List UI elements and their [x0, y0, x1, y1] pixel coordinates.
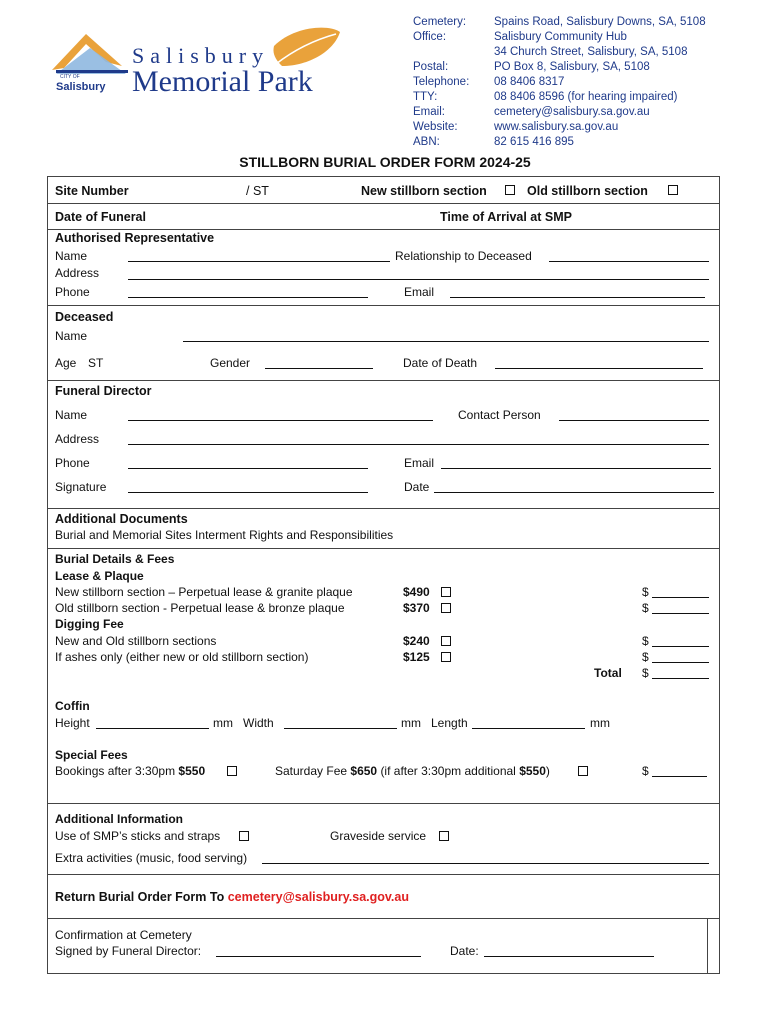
saturday-checkbox[interactable]	[578, 766, 588, 776]
deceased-dod-field[interactable]	[495, 368, 703, 369]
contact-value: Salisbury Community Hub	[494, 31, 627, 43]
logo-city: Salisbury	[56, 81, 106, 93]
contact-label: Telephone:	[413, 76, 470, 88]
fee-amount-field[interactable]	[652, 662, 709, 663]
bookings-checkbox[interactable]	[227, 766, 237, 776]
director-email-field[interactable]	[441, 468, 711, 469]
contact-row	[413, 90, 723, 105]
deceased-age-label: Age	[55, 356, 77, 370]
sticks-label: Use of SMP’s sticks and straps	[55, 829, 221, 843]
fee-item-checkbox[interactable]	[441, 636, 451, 646]
divider	[47, 508, 720, 509]
director-address-label: Address	[55, 432, 100, 446]
additional-heading: Additional Information	[55, 812, 183, 826]
divider	[47, 874, 720, 875]
divider	[47, 803, 720, 804]
coffin-heading: Coffin	[55, 699, 90, 713]
coffin-mm: mm	[590, 716, 610, 730]
docs-heading: Additional Documents	[55, 512, 188, 526]
coffin-mm: mm	[213, 716, 233, 730]
director-heading: Funeral Director	[55, 384, 152, 398]
contact-row	[413, 15, 723, 30]
contact-row	[413, 60, 723, 75]
divider	[47, 548, 720, 549]
coffin-length-label: Length	[431, 716, 468, 730]
contact-label: Cemetery:	[413, 16, 467, 28]
contact-value: 08 8406 8596 (for hearing impaired)	[494, 91, 678, 103]
fee-amount-field[interactable]	[652, 613, 709, 614]
divider	[47, 203, 720, 204]
bookings-row	[55, 764, 205, 778]
rep-address-field[interactable]	[128, 279, 709, 280]
fee-item-label: New and Old stillborn sections	[55, 634, 217, 648]
confirmation-heading: Confirmation at Cemetery	[55, 928, 192, 942]
rep-phone-field[interactable]	[128, 297, 368, 298]
bookings-label: Bookings after 3:30pm	[55, 764, 176, 778]
graveside-label: Graveside service	[330, 829, 427, 843]
contact-label: TTY:	[413, 91, 438, 103]
deceased-gender-field[interactable]	[265, 368, 373, 369]
new-section-label: New stillborn section	[361, 184, 487, 198]
divider	[707, 918, 708, 974]
rep-address-label: Address	[55, 266, 100, 280]
saturday-row	[275, 764, 550, 778]
logo	[44, 26, 344, 106]
total-dollar: $	[642, 666, 649, 680]
director-name-label: Name	[55, 408, 88, 422]
fee-item-price: $240	[403, 634, 430, 648]
contact-value: PO Box 8, Salisbury, SA, 5108	[494, 61, 650, 73]
saturday-price: $650	[350, 764, 378, 778]
fee-amount-dollar: $	[642, 585, 649, 599]
fee-amount-field[interactable]	[652, 597, 709, 598]
fee-item-label: If ashes only (either new or old stillborn section)	[55, 650, 309, 664]
saturday-close-paren: )	[545, 764, 550, 778]
deceased-name-label: Name	[55, 329, 88, 343]
digging-heading: Digging Fee	[55, 617, 124, 631]
divider	[47, 229, 720, 230]
fees-heading: Burial Details & Fees	[55, 552, 175, 566]
fee-item-price: $125	[403, 650, 430, 664]
return-row	[55, 890, 409, 904]
fee-item-checkbox[interactable]	[441, 652, 451, 662]
logo-line1: Salisbury	[132, 43, 270, 68]
rep-name-field[interactable]	[128, 261, 390, 262]
fee-item-checkbox[interactable]	[441, 587, 451, 597]
director-date-label: Date	[404, 480, 430, 494]
special-heading: Special Fees	[55, 748, 128, 762]
coffin-mm: mm	[401, 716, 421, 730]
coffin-width-field[interactable]	[284, 728, 397, 729]
special-dollar: $	[642, 764, 649, 778]
fee-amount-dollar: $	[642, 650, 649, 664]
rep-phone-label: Phone	[55, 285, 90, 299]
contact-label: Email:	[413, 106, 445, 118]
return-email-link[interactable]: cemetery@salisbury.sa.gov.au	[227, 890, 409, 904]
saturday-note: (if after 3:30pm additional	[380, 764, 516, 778]
docs-text: Burial and Memorial Sites Interment Rights and Responsibilities	[55, 528, 394, 542]
site-slash-st: / ST	[246, 184, 269, 198]
new-section-checkbox[interactable]	[505, 185, 515, 195]
contact-value: 08 8406 8317	[494, 76, 565, 88]
contact-block	[413, 15, 723, 150]
total-field[interactable]	[652, 678, 709, 679]
coffin-width-label: Width	[243, 716, 274, 730]
director-phone-field[interactable]	[128, 468, 368, 469]
divider	[47, 305, 720, 306]
fee-item-price: $490	[403, 585, 430, 599]
coffin-height-field[interactable]	[96, 728, 209, 729]
coffin-length-field[interactable]	[472, 728, 585, 729]
contact-row	[413, 30, 723, 45]
confirmation-signed-label: Signed by Funeral Director:	[55, 944, 202, 958]
deceased-dod-label: Date of Death	[403, 356, 478, 370]
form-title: STILLBORN BURIAL ORDER FORM 2024-25	[239, 154, 531, 170]
lease-heading: Lease & Plaque	[55, 569, 144, 583]
director-contact-label: Contact Person	[458, 408, 541, 422]
director-address-field[interactable]	[128, 444, 709, 445]
fee-item-label: New stillborn section – Perpetual lease & granite plaque	[55, 585, 353, 599]
time-of-arrival-label: Time of Arrival at SMP	[440, 210, 572, 224]
fee-item-checkbox[interactable]	[441, 603, 451, 613]
extra-field[interactable]	[262, 863, 709, 864]
contact-value: 34 Church Street, Salisbury, SA, 5108	[494, 46, 688, 58]
site-number-label: Site Number	[55, 184, 129, 198]
confirmation-date-field[interactable]	[484, 956, 654, 957]
return-label: Return Burial Order Form To	[55, 890, 225, 904]
fee-amount-dollar: $	[642, 601, 649, 615]
fee-amount-field[interactable]	[652, 646, 709, 647]
contact-value[interactable]: cemetery@salisbury.sa.gov.au	[494, 106, 650, 118]
contact-label: ABN:	[413, 136, 440, 148]
deceased-name-field[interactable]	[183, 341, 709, 342]
rep-name-label: Name	[55, 249, 88, 263]
deceased-gender-label: Gender	[210, 356, 251, 370]
sticks-checkbox[interactable]	[239, 831, 249, 841]
total-label: Total	[594, 666, 622, 680]
director-date-field[interactable]	[434, 492, 714, 493]
contact-value: Spains Road, Salisbury Downs, SA, 5108	[494, 16, 706, 28]
rep-relationship-field[interactable]	[549, 261, 709, 262]
saturday-label: Saturday Fee	[275, 764, 348, 778]
divider	[47, 918, 720, 919]
deceased-heading: Deceased	[55, 310, 114, 324]
contact-row	[413, 135, 723, 150]
fee-item-label: Old stillborn section - Perpetual lease & bronze plaque	[55, 601, 345, 615]
contact-label: Website:	[413, 121, 458, 133]
divider	[47, 380, 720, 381]
deceased-age-st: ST	[88, 356, 104, 370]
old-section-label: Old stillborn section	[527, 184, 648, 198]
fee-item-price: $370	[403, 601, 430, 615]
contact-value[interactable]: www.salisbury.sa.gov.au	[494, 121, 619, 133]
contact-label: Postal:	[413, 61, 449, 73]
rep-relationship-label: Relationship to Deceased	[395, 249, 532, 263]
graveside-checkbox[interactable]	[439, 831, 449, 841]
director-name-field[interactable]	[128, 420, 433, 421]
director-email-label: Email	[404, 456, 435, 470]
contact-row	[413, 75, 723, 90]
extra-label: Extra activities (music, food serving)	[55, 851, 248, 865]
contact-row	[413, 120, 723, 135]
fee-amount-dollar: $	[642, 634, 649, 648]
director-phone-label: Phone	[55, 456, 90, 470]
confirmation-signature-field[interactable]	[216, 956, 421, 957]
rep-email-field[interactable]	[450, 297, 705, 298]
special-amount-field[interactable]	[652, 776, 707, 777]
rep-email-label: Email	[404, 285, 435, 299]
bookings-price: $550	[178, 764, 206, 778]
contact-row	[413, 105, 723, 120]
saturday-additional-price: $550	[519, 764, 546, 778]
director-signature-field[interactable]	[128, 492, 368, 493]
director-signature-label: Signature	[55, 480, 107, 494]
director-contact-field[interactable]	[559, 420, 709, 421]
contact-label: Office:	[413, 31, 447, 43]
date-of-funeral-label: Date of Funeral	[55, 210, 146, 224]
logo-city-of: CITY OF	[60, 74, 80, 80]
old-section-checkbox[interactable]	[668, 185, 678, 195]
contact-value: 82 615 416 895	[494, 136, 574, 148]
confirmation-date-label: Date:	[450, 944, 479, 958]
rep-heading: Authorised Representative	[55, 231, 215, 245]
contact-row	[413, 45, 723, 60]
logo-line2: Memorial Park	[132, 65, 313, 98]
coffin-height-label: Height	[55, 716, 90, 730]
